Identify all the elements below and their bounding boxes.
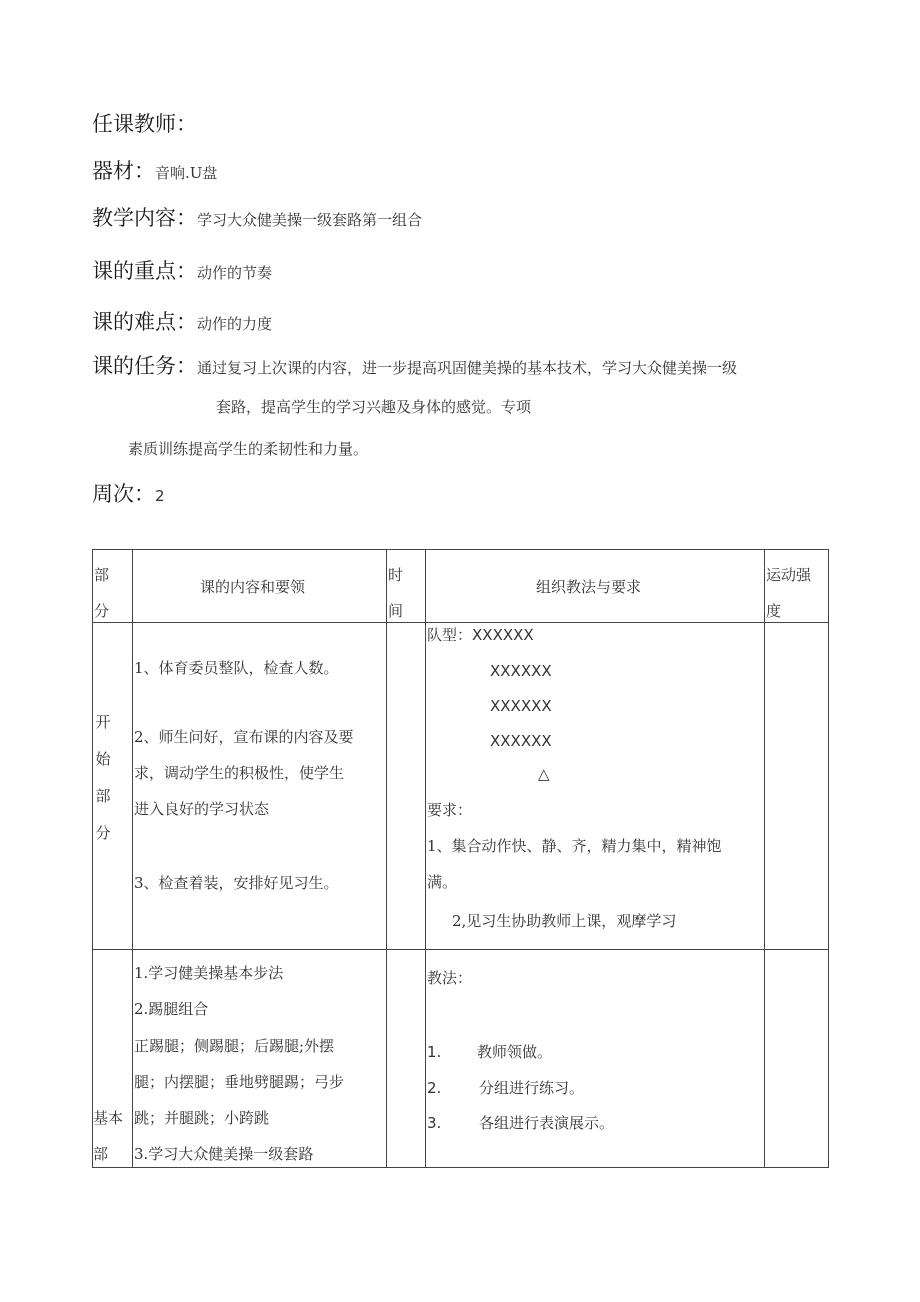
content-line [92,202,422,232]
teacher-label: 任课教师： [92,112,197,136]
start-part-char: 开 [95,713,111,731]
table-border [386,549,387,1168]
equipment-line [92,155,217,185]
formation-row: XXXXXX [490,662,552,680]
formation-label: 队型： [427,626,473,644]
key-point-line [92,255,272,285]
head-content: 课的内容和要领 [200,578,306,596]
basic-part-label-1: 基本 [93,1109,124,1127]
requirement-1-line: 满。 [427,873,458,891]
method-step: 各组进行表演展示。 [479,1114,615,1132]
formation-row: XXXXXX [490,732,552,750]
head-intensity-2: 度 [766,602,782,620]
equipment-value: 音响.U盘 [155,164,218,182]
requirement-1 [427,828,722,900]
start-part-label [93,704,113,852]
week-value: 2 [155,487,165,505]
lesson-table [92,549,829,1168]
start-item-1: 1、体育委员整队，检查人数。 [134,659,339,677]
task-text-1: 通过复习上次课的内容，进一步提高巩固健美操的基本技术，学习大众健美操一级 [197,359,738,377]
requirement-1-line: 1、集合动作快、静、齐，精力集中，精神饱 [427,837,722,855]
head-method: 组织教法与要求 [536,578,642,596]
table-border [92,622,829,623]
task-label: 课的任务： [92,354,197,378]
start-part-char: 始 [95,750,111,768]
head-time-1: 时 [388,566,404,584]
table-border [764,549,765,1168]
method-number: 2. [427,1079,442,1097]
head-intensity-1: 运动强 [766,566,812,584]
start-part-char: 部 [95,787,111,805]
difficulty-value: 动作的力度 [197,315,273,333]
start-part-char: 分 [95,824,111,842]
basic-part-label-2: 部 [93,1145,109,1163]
head-part-2: 分 [94,602,110,620]
start-item-2-line: 求，调动学生的积极性，使学生 [134,764,345,782]
table-border [132,549,133,1168]
table-border [425,549,426,1168]
task-text-3: 素质训练提高学生的柔韧性和力量。 [128,440,369,458]
basic-item-3: 3.学习大众健美操一级套路 [134,1145,314,1163]
content-label: 教学内容： [92,206,197,230]
week-label: 周次： [92,482,155,506]
difficulty-label: 课的难点： [92,310,197,334]
requirement-2: 2,见习生协助教师上课，观摩学习 [452,912,677,930]
formation-row: XXXXXX [490,697,552,715]
kick-combination-line: 腿；内摆腿；垂地劈腿踢；弓步 [134,1073,345,1091]
start-item-2-line: 进入良好的学习状态 [134,800,270,818]
kick-combination-line: 跳；并腿跳；小跨跳 [134,1109,270,1127]
difficulty-line [92,306,272,336]
head-part-1: 部 [94,566,110,584]
table-border [92,1167,829,1168]
key-point-value: 动作的节奏 [197,264,273,282]
table-border [92,549,829,550]
start-item-2 [134,719,354,827]
formation-row: XXXXXX [472,626,534,644]
basic-item-1: 1.学习健美操基本步法 [134,964,284,982]
requirements-label: 要求： [427,801,473,819]
method-number: 1. [427,1043,442,1061]
table-border [92,949,829,950]
table-border [92,549,93,1168]
equipment-label: 器材： [92,159,155,183]
method-step: 分组进行练习。 [479,1079,585,1097]
task-text-2: 套路，提高学生的学习兴趣及身体的感觉。专项 [216,398,532,416]
task-line [92,350,737,380]
start-item-2-line: 2、师生问好，宣布课的内容及要 [134,728,354,746]
teaching-method-label: 教法： [427,969,473,987]
table-border [828,549,829,1168]
kick-combination-line: 正踢腿；侧踢腿；后踢腿;外摆 [134,1037,335,1055]
basic-item-2: 2.踢腿组合 [134,1000,209,1018]
method-number: 3. [427,1114,442,1132]
content-value: 学习大众健美操一级套路第一组合 [197,211,423,229]
head-time-2: 间 [388,602,404,620]
teacher-line [92,108,197,138]
week-line [92,478,165,508]
teacher-position-icon: △ [538,765,550,783]
start-item-3: 3、检查着装，安排好见习生。 [134,874,339,892]
formation-line [427,626,534,644]
method-step: 教师领做。 [477,1043,553,1061]
basic-item-2-detail [134,1028,344,1136]
key-point-label: 课的重点： [92,259,197,283]
